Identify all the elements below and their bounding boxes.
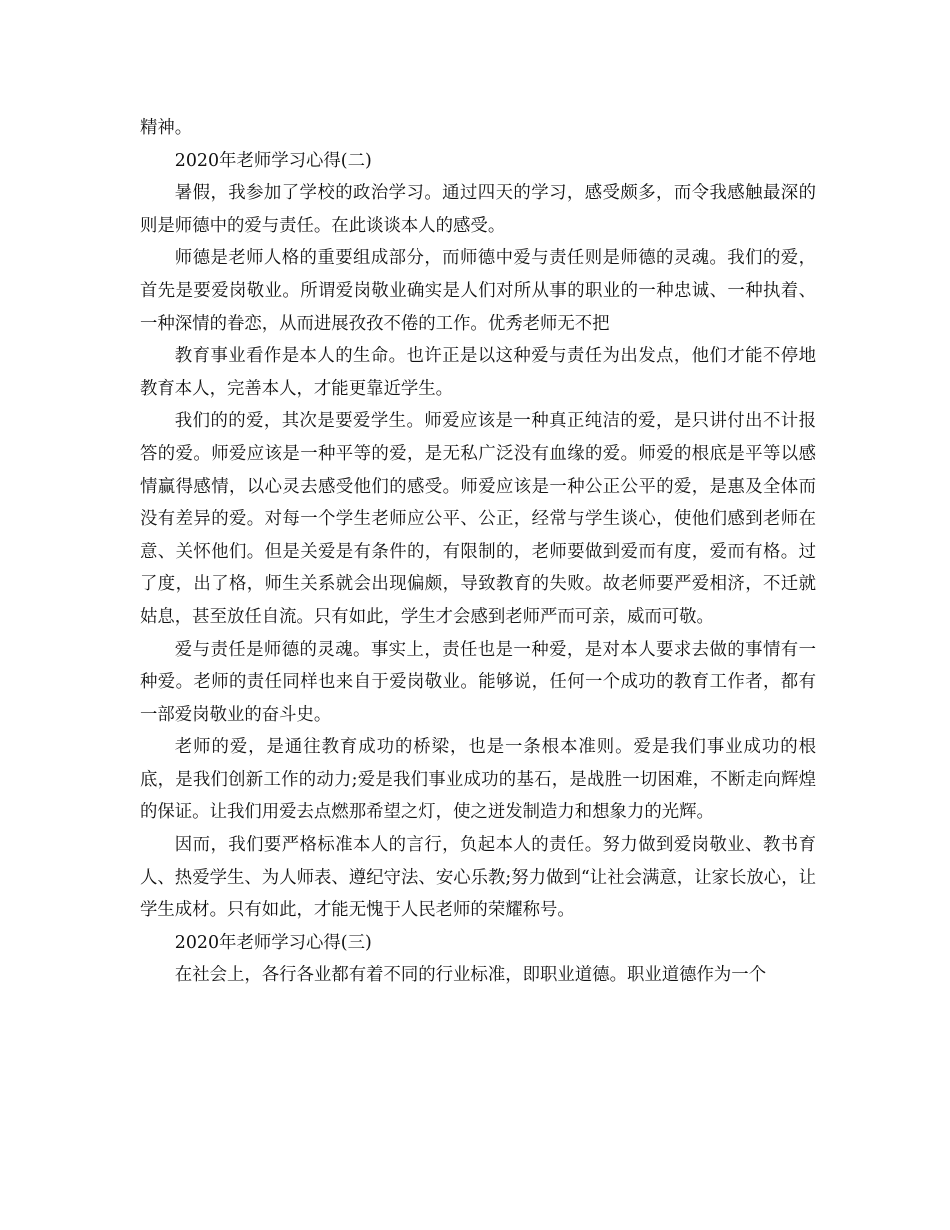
paragraph: 师德是老师人格的重要组成部分，而师德中爱与责任则是师德的灵魂。我们的爱，首先是要爱岗敬业。所谓爱岗敬业确实是人们对所从事的职业的一种忠诚、一种执着、一种深情的眷恋，从而进展孜孜不倦的工作。优秀老师无不把 bbox=[140, 248, 816, 334]
paragraph: 在社会上，各行各业都有着不同的行业标准，即职业道德。职业道德作为一个 bbox=[174, 965, 767, 986]
section-heading-3: 2020年老师学习心得(三) bbox=[174, 932, 372, 953]
paragraph: 我们的的爱，其次是要爱学生。师爱应该是一种真正纯洁的爱，是只讲付出不计报答的爱。师爱应该是一种平等的爱，是无私广泛没有血缘的爱。师爱的根底是平等以感情赢得感情，以心灵去感受他们的感受。师爱应该是一种公正公平的爱，是惠及全体而没有差异的爱。对每一个学生老师应公平、公正，经常与学生谈心，使他们感到老师在意、关怀他们。但是关爱是有条件的，有限制的，老师要做到爱而有度，爱而有格。过了度，出了格，师生关系就会出现偏颇，导致教育的失败。故老师要严爱相济，不迁就姑息，甚至放任自流。只有如此，学生才会感到老师严而可亲，威而可敬。 bbox=[140, 411, 816, 627]
paragraph: 暑假，我参加了学校的政治学习。通过四天的学习，感受颇多，而令我感触最深的则是师德中的爱与责任。在此谈谈本人的感受。 bbox=[140, 183, 816, 236]
document-body bbox=[140, 112, 816, 992]
paragraph: 因而，我们要严格标准本人的言行，负起本人的责任。努力做到爱岗敬业、教书育人、热爱学生、为人师表、遵纪守法、安心乐教;努力做到“让社会满意，让家长放心，让学生成材。只有如此，才能无愧于人民老师的荣耀称号。 bbox=[140, 835, 816, 921]
paragraph: 老师的爱，是通往教育成功的桥梁，也是一条根本准则。爱是我们事业成功的根底，是我们创新工作的动力;爱是我们事业成功的基石，是战胜一切困难，不断走向辉煌的保证。让我们用爱去点燃那希望之灯，使之迸发制造力和想象力的光辉。 bbox=[140, 737, 816, 823]
paragraph: 爱与责任是师德的灵魂。事实上，责任也是一种爱，是对本人要求去做的事情有一种爱。老师的责任同样也来自于爱岗敬业。能够说，任何一个成功的教育工作者，都有一部爱岗敬业的奋斗史。 bbox=[140, 639, 816, 725]
paragraph-continuation: 精神。 bbox=[140, 118, 193, 138]
paragraph: 教育事业看作是本人的生命。也许正是以这种爱与责任为出发点，他们才能不停地教育本人，完善本人，才能更靠近学生。 bbox=[140, 346, 816, 399]
section-heading-2: 2020年老师学习心得(二) bbox=[174, 150, 372, 171]
